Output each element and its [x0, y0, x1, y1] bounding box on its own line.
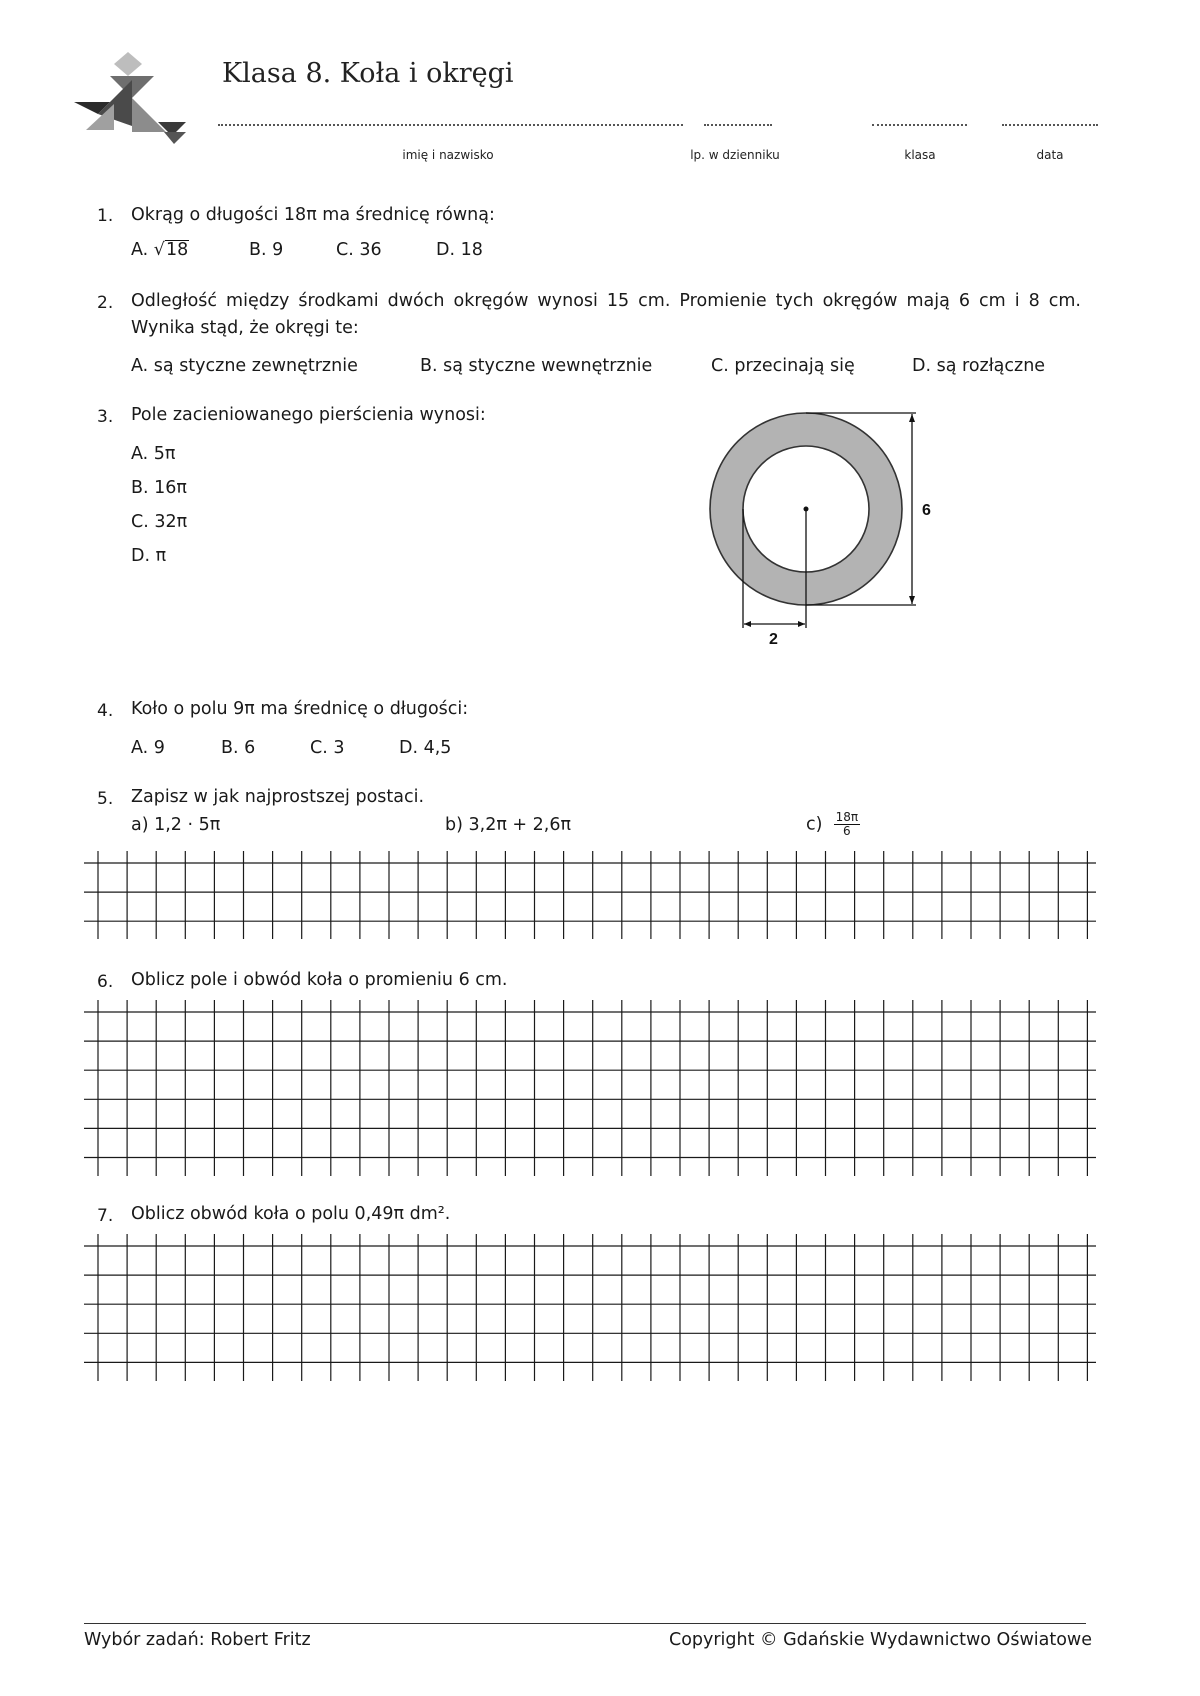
- question-1-number: 1.: [97, 206, 114, 226]
- name-field-label: imię i nazwisko: [402, 148, 494, 162]
- question-1-option-c: C. 36: [336, 240, 382, 260]
- footer-rule: [84, 1623, 1086, 1624]
- footer-author: Wybór zadań: Robert Fritz: [84, 1630, 311, 1650]
- question-7-number: 7.: [97, 1206, 114, 1226]
- question-3-number: 3.: [97, 407, 114, 427]
- question-2-text-line-2: Wynika stąd, że okręgi te:: [131, 318, 359, 338]
- number-field-line[interactable]: [704, 124, 772, 126]
- publisher-logo: [74, 52, 186, 144]
- question-1-option-b: B. 9: [249, 240, 284, 260]
- question-2-option-d: D. są rozłączne: [912, 356, 1046, 376]
- number-field-label: lp. w dzienniku: [690, 148, 780, 162]
- question-5-part-a: a) 1,2 · 5π: [131, 815, 221, 835]
- question-4-option-a: A. 9: [131, 738, 165, 758]
- name-field-line[interactable]: [218, 124, 683, 126]
- question-3-text: Pole zacieniowanego pierścienia wynosi:: [131, 405, 486, 425]
- question-1-text: Okrąg o długości 18π ma średnicę równą:: [131, 205, 495, 225]
- question-4-number: 4.: [97, 701, 114, 721]
- annulus-figure: [700, 400, 940, 650]
- question-5-text: Zapisz w jak najprostszej postaci.: [131, 787, 425, 807]
- question-5-part-b: b) 3,2π + 2,6π: [445, 815, 572, 835]
- inner-dimension-label: 2: [769, 631, 778, 648]
- question-1-option-d: D. 18: [436, 240, 483, 260]
- question-2-option-b: B. są styczne wewnętrznie: [420, 356, 653, 376]
- question-2-text-line-1: Odległość między środkami dwóch okręgów wynosi 15 cm. Promienie tych okręgów mają 6 cm i 8 cm.: [131, 291, 1081, 311]
- question-2-option-a: A. są styczne zewnętrznie: [131, 356, 358, 376]
- outer-dimension-label: 6: [922, 502, 931, 519]
- question-2-option-c: C. przecinają się: [711, 356, 855, 376]
- answer-grid-5[interactable]: [84, 851, 1096, 939]
- question-5-part-c: c) $\frac{18\pi}{6}$: [806, 810, 859, 838]
- page-title: Klasa 8. Koła i okręgi: [222, 58, 514, 89]
- question-6-number: 6.: [97, 972, 114, 992]
- question-3-option-d: D. π: [131, 546, 167, 566]
- class-field-line[interactable]: [872, 124, 967, 126]
- question-3-option-a: A. 5π: [131, 444, 176, 464]
- answer-grid-7[interactable]: [84, 1234, 1096, 1381]
- question-3-option-c: C. 32π: [131, 512, 188, 532]
- question-4-text: Koło o polu 9π ma średnicę o długości:: [131, 699, 469, 719]
- question-7-text: Oblicz obwód koła o polu 0,49π dm².: [131, 1204, 451, 1224]
- question-1-option-a: A. √18: [131, 240, 189, 260]
- question-4-option-c: C. 3: [310, 738, 345, 758]
- question-4-option-d: D. 4,5: [399, 738, 452, 758]
- footer-copyright: Copyright © Gdańskie Wydawnictwo Oświatowe: [668, 1630, 1092, 1650]
- question-2-number: 2.: [97, 293, 114, 313]
- question-4-option-b: B. 6: [221, 738, 256, 758]
- question-3-option-b: B. 16π: [131, 478, 187, 498]
- answer-grid-6[interactable]: [84, 1000, 1096, 1176]
- question-6-text: Oblicz pole i obwód koła o promieniu 6 cm.: [131, 970, 508, 990]
- question-5-number: 5.: [97, 789, 114, 809]
- date-field-line[interactable]: [1002, 124, 1098, 126]
- date-field-label: data: [1036, 148, 1064, 162]
- class-field-label: klasa: [904, 148, 936, 162]
